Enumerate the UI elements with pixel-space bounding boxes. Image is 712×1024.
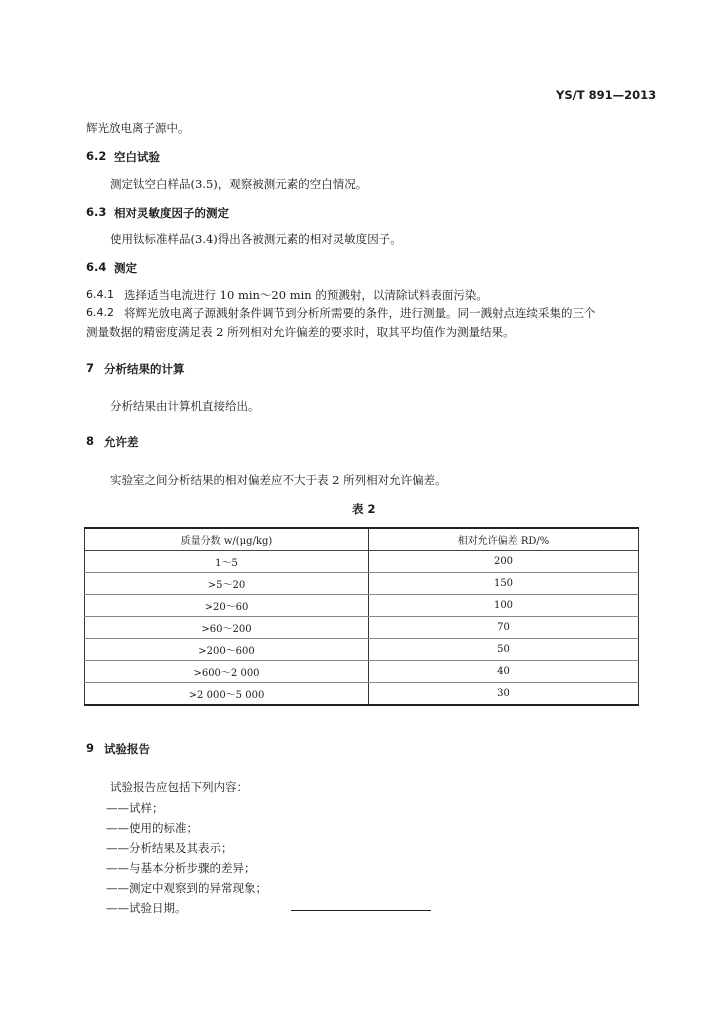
section-8-title: 允许差 (104, 435, 139, 449)
table-header-row (85, 528, 639, 551)
table-row (85, 617, 639, 639)
table-cell-range: >600～2 000 (85, 661, 369, 683)
section-6-2-number: 6.2 (86, 149, 107, 163)
continued-text: 辉光放电离子源中。 (86, 121, 190, 135)
table-cell-deviation: 70 (369, 617, 639, 639)
allowable-deviation-table (84, 527, 639, 706)
section-6-2-title: 空白试验 (114, 150, 160, 164)
table-caption: 表 2 (352, 502, 376, 516)
table-cell-deviation: 40 (369, 661, 639, 683)
section-7-title: 分析结果的计算 (104, 362, 185, 376)
table-cell-range: >2 000～5 000 (85, 683, 369, 706)
table-row (85, 661, 639, 683)
table-cell-deviation: 30 (369, 683, 639, 706)
section-7-number: 7 (86, 361, 95, 375)
section-6-4-2-body-line1: 将辉光放电离子源溅射条件调节到分析所需要的条件，进行测量。同一溅射点连续采集的三个 (124, 306, 596, 320)
table-row (85, 683, 639, 706)
list-item: ——分析结果及其表示； (106, 841, 233, 855)
table-cell-deviation: 50 (369, 639, 639, 661)
section-8-number: 8 (86, 434, 95, 448)
list-item: ——使用的标准； (106, 821, 198, 835)
section-7-body: 分析结果由计算机直接给出。 (110, 399, 260, 413)
section-9-title: 试验报告 (104, 742, 150, 756)
section-6-2-body: 测定钛空白样品(3.5)，观察被测元素的空白情况。 (110, 177, 368, 191)
table-cell-range: 1～5 (85, 551, 369, 573)
list-item: ——试样； (106, 801, 164, 815)
section-8-body: 实验室之间分析结果的相对偏差应不大于表 2 所列相对允许偏差。 (110, 473, 447, 487)
section-6-4-1-body: 选择适当电流进行 10 min～20 min 的预溅射，以清除试料表面污染。 (124, 288, 488, 302)
section-6-3-title: 相对灵敏度因子的测定 (114, 206, 229, 220)
section-6-4-2-number: 6.4.2 (86, 306, 114, 319)
section-6-4-1-number: 6.4.1 (86, 288, 114, 301)
section-6-4-number: 6.4 (86, 260, 107, 274)
table-row (85, 595, 639, 617)
table-row (85, 551, 639, 573)
end-divider (291, 910, 431, 911)
section-9-intro: 试验报告应包括下列内容： (110, 780, 248, 794)
table-cell-deviation: 100 (369, 595, 639, 617)
table-cell-deviation: 200 (369, 551, 639, 573)
table-header-relative-deviation: 相对允许偏差 RD/% (369, 528, 639, 551)
list-item: ——与基本分析步骤的差异； (106, 861, 256, 875)
table-cell-deviation: 150 (369, 573, 639, 595)
section-6-4-title: 测定 (114, 261, 137, 275)
table-cell-range: >20～60 (85, 595, 369, 617)
section-6-3-number: 6.3 (86, 205, 107, 219)
table-cell-range: >60～200 (85, 617, 369, 639)
standard-number: YS/T 891—2013 (556, 88, 657, 102)
section-6-4-2-body-line2: 测量数据的精密度满足表 2 所列相对允许偏差的要求时，取其平均值作为测量结果。 (86, 325, 515, 339)
table-row (85, 573, 639, 595)
list-item: ——试验日期。 (106, 901, 187, 915)
section-9-number: 9 (86, 741, 95, 755)
table-row (85, 639, 639, 661)
table-cell-range: >5～20 (85, 573, 369, 595)
table-cell-range: >200～600 (85, 639, 369, 661)
list-item: ——测定中观察到的异常现象； (106, 881, 267, 895)
table-header-mass-fraction: 质量分数 w/(μg/kg) (85, 528, 369, 551)
section-6-3-body: 使用钛标准样品(3.4)得出各被测元素的相对灵敏度因子。 (110, 232, 402, 246)
